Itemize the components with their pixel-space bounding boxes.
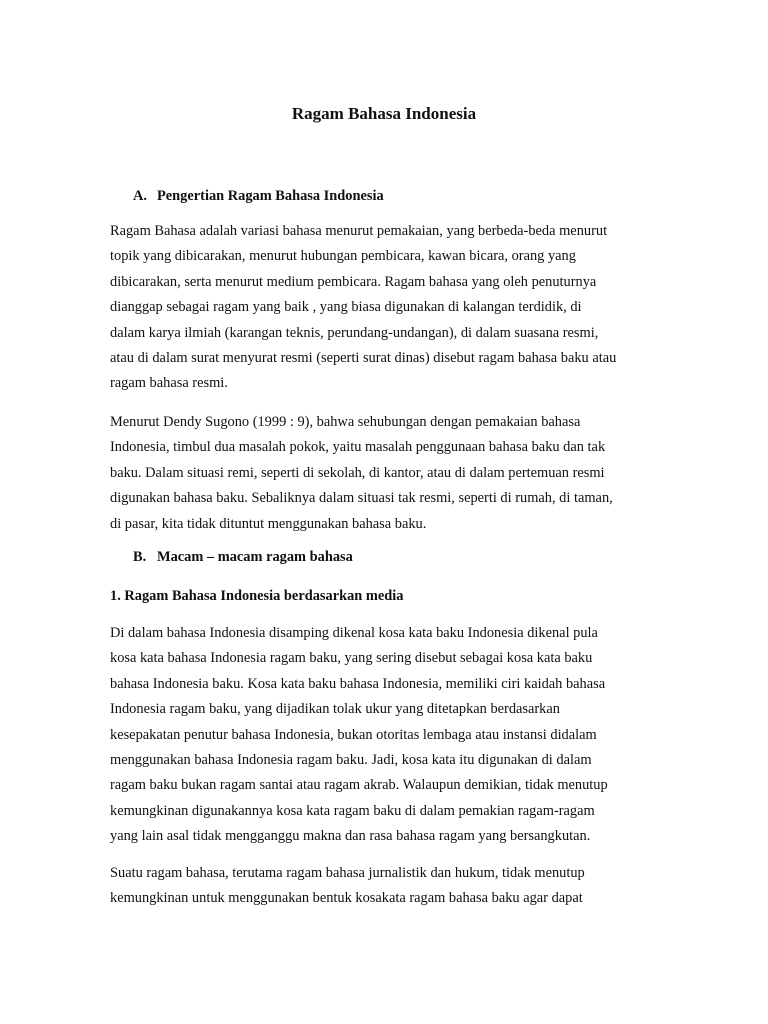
paragraph-line: topik yang dibicarakan, menurut hubungan pembicara, kawan bicara, orang yang <box>110 248 576 265</box>
section-b-heading <box>133 547 353 567</box>
paragraph-line: kemungkinan untuk menggunakan bentuk kosakata ragam bahasa baku agar dapat <box>110 890 583 907</box>
paragraph-line: Suatu ragam bahasa, terutama ragam bahasa jurnalistik dan hukum, tidak menutup <box>110 865 585 881</box>
paragraph-definition <box>110 219 670 397</box>
paragraph-line: di pasar, kita tidak dituntut menggunakan bahasa baku. <box>110 515 427 532</box>
paragraph-line: Indonesia, timbul dua masalah pokok, yaitu masalah penggunaan bahasa baku dan tak <box>110 439 606 456</box>
paragraph-line: ragam baku bukan ragam santai atau ragam akrab. Walaupun demikian, tidak menutup <box>110 777 608 794</box>
paragraph-line: bahasa Indonesia baku. Kosa kata baku bahasa Indonesia, memiliki ciri kaidah bahasa <box>110 675 606 692</box>
paragraph-jurnalistik <box>110 861 670 912</box>
paragraph-line: Menurut Dendy Sugono (1999 : 9), bahwa sehubungan dengan pemakaian bahasa <box>110 414 581 430</box>
paragraph-sugono <box>110 410 670 537</box>
paragraph-line: yang lain asal tidak mengganggu makna dan rasa bahasa ragam yang bersangkutan. <box>110 828 591 845</box>
section-a-marker: A. <box>133 188 147 204</box>
paragraph-line: kesepakatan penutur bahasa Indonesia, bukan otoritas lembaga atau instansi didalam <box>110 726 597 743</box>
paragraph-media <box>110 621 670 850</box>
paragraph-line: dianggap sebagai ragam yang baik , yang biasa digunakan di kalangan terdidik, di <box>110 299 582 316</box>
paragraph-line: atau di dalam surat menyurat resmi (seperti surat dinas) disebut ragam bahasa baku atau <box>110 350 617 367</box>
paragraph-line: digunakan bahasa baku. Sebaliknya dalam situasi tak resmi, seperti di rumah, di taman, <box>110 490 613 507</box>
paragraph-line: kosa kata bahasa Indonesia ragam baku, yang sering disebut sebagai kosa kata baku <box>110 650 593 667</box>
paragraph-line: Ragam Bahasa adalah variasi bahasa menurut pemakaian, yang berbeda-beda menurut <box>110 223 608 239</box>
section-a-title: Pengertian Ragam Bahasa Indonesia <box>157 188 384 204</box>
paragraph-line: Di dalam bahasa Indonesia disamping dikenal kosa kata baku Indonesia dikenal pula <box>110 625 598 641</box>
paragraph-line: menggunakan bahasa Indonesia ragam baku. Jadi, kosa kata itu digunakan di dalam <box>110 752 592 769</box>
section-a-heading <box>133 186 384 206</box>
paragraph-line: Indonesia ragam baku, yang dijadikan tolak ukur yang ditetapkan berdasarkan <box>110 701 560 718</box>
section-b-marker: B. <box>133 549 147 565</box>
paragraph-line: baku. Dalam situasi remi, seperti di sekolah, di kantor, atau di dalam pertemuan resmi <box>110 464 605 481</box>
paragraph-line: dalam karya ilmiah (karangan teknis, perundang-undangan), di dalam suasana resmi, <box>110 324 599 341</box>
paragraph-line: dibicarakan, serta menurut medium pembicara. Ragam bahasa yang oleh penuturnya <box>110 273 597 290</box>
paragraph-line: ragam bahasa resmi. <box>110 375 228 392</box>
section-b-title: Macam – macam ragam bahasa <box>157 549 353 565</box>
subsection-1-heading: 1. Ragam Bahasa Indonesia berdasarkan media <box>110 588 404 604</box>
paragraph-line: kemungkinan digunakannya kosa kata ragam baku di dalam pemakian ragam-ragam <box>110 802 595 819</box>
document-title: Ragam Bahasa Indonesia <box>291 104 477 123</box>
